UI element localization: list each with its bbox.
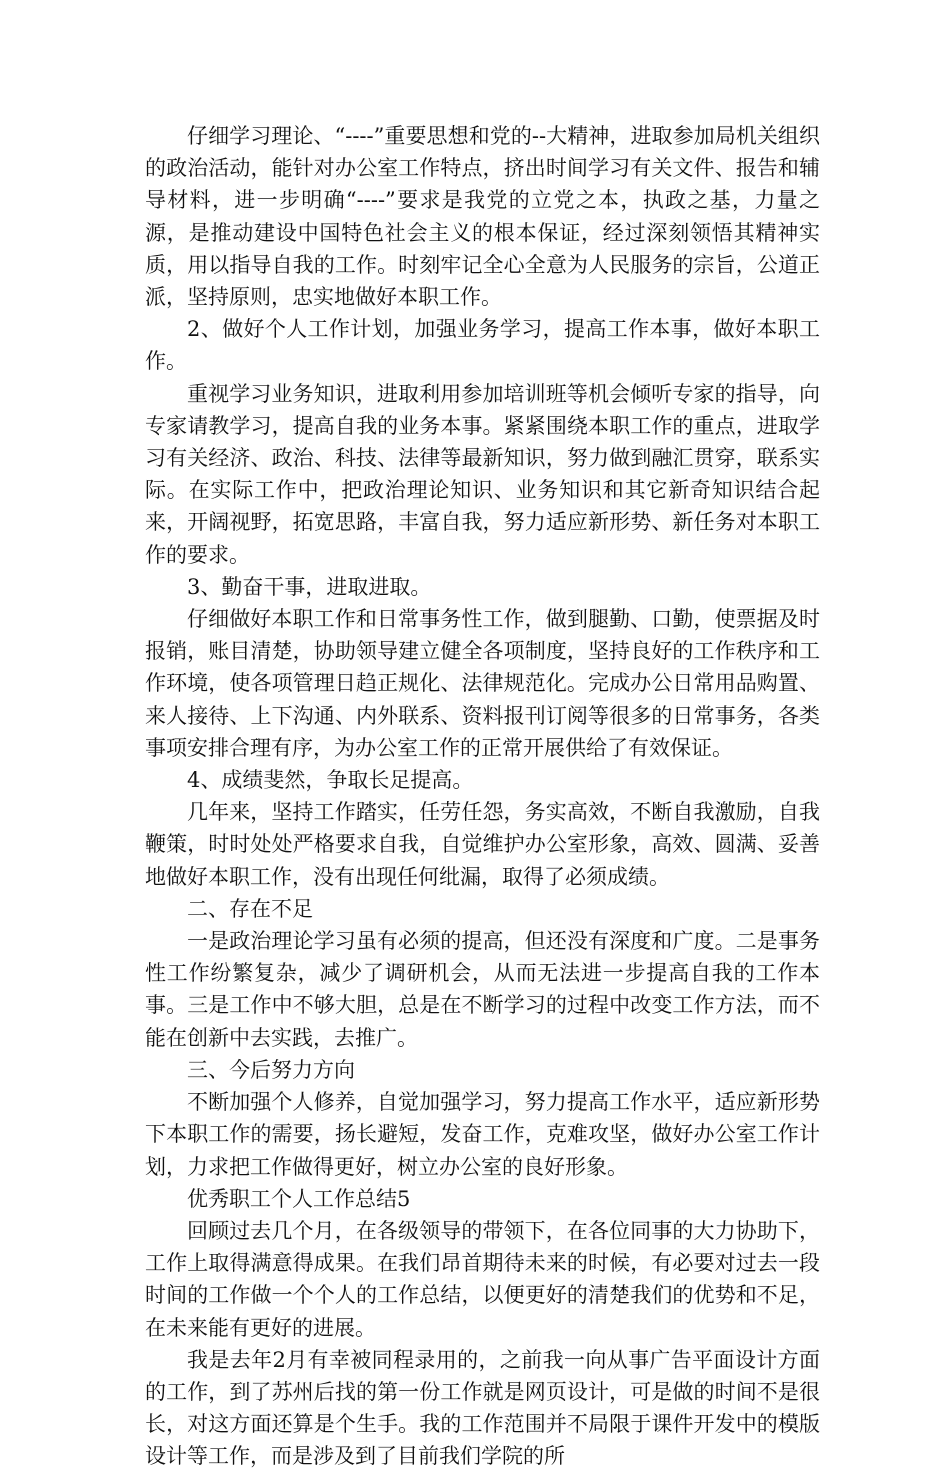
paragraph-achievements: 几年来，坚持工作踏实，任劳任怨，务实高效，不断自我激励，自我鞭策，时时处处严格要求自我，自觉维护办公室形象，高效、圆满、妥善地做好本职工作，没有出现任何纰漏，取得了必须成绩。: [145, 800, 820, 889]
paragraph-business-learning: 重视学习业务知识，进取利用参加培训班等机会倾听专家的指导，向专家请教学习，提高自我的业务本事。紧紧围绕本职工作的重点，进取学习有关经济、政治、科技、法律等最新知识，努力做到融汇贯穿，联系实际。在实际工作中，把政治理论知识、业务知识和其它新奇知识结合起来，开阔视野，拓宽思路，丰富自我，努力适应新形势、新任务对本职工作的要求。: [145, 381, 820, 567]
paragraph-shortcomings: 一是政治理论学习虽有必须的提高，但还没有深度和广度。二是事务性工作纷繁复杂，减少了调研机会，从而无法进一步提高自我的工作本事。三是工作中不够大胆，总是在不断学习的过程中改变工作方法，而不能在创新中去实践，去推广。: [145, 929, 820, 1050]
heading-future-direction: 三、今后努力方向: [187, 1057, 355, 1082]
heading-diligent-work: 3、勤奋干事，进取进取。: [187, 574, 432, 599]
heading-shortcomings: 二、存在不足: [187, 896, 313, 921]
section-title-summary-5: 优秀职工个人工作总结5: [187, 1186, 411, 1211]
paragraph-background: 我是去年2月有幸被同程录用的，之前我一向从事广告平面设计方面的工作，到了苏州后找的第一份工作就是网页设计，可是做的时间不是很长，对这方面还算是个生手。我的工作范围并不局限于课件开发中的模版设计等工作，而是涉及到了目前我们学院的所: [145, 1347, 820, 1469]
document-body: [145, 120, 820, 1473]
heading-achievements: 4、成绩斐然，争取长足提高。: [187, 768, 474, 793]
paragraph-daily-affairs: 仔细做好本职工作和日常事务性工作，做到腿勤、口勤，使票据及时报销，账目清楚，协助领导建立健全各项制度，坚持良好的工作秩序和工作环境，使各项管理日趋正规化、法律规范化。完成办公日常用品购置、来人接待、上下沟通、内外联系、资料报刊订阅等很多的日常事务，各类事项安排合理有序，为办公室工作的正常开展供给了有效保证。: [145, 607, 820, 760]
paragraph-future-direction: 不断加强个人修养，自觉加强学习，努力提高工作水平，适应新形势下本职工作的需要，扬长避短，发奋工作，克难攻坚，做好办公室工作计划，力求把工作做得更好，树立办公室的良好形象。: [145, 1090, 820, 1179]
paragraph-theory-study: 仔细学习理论、“----”重要思想和党的--大精神，进取参加局机关组织的政治活动，能针对办公室工作特点，挤出时间学习有关文件、报告和辅导材料，进一步明确“----”要求是我党的立党之本，执政之基，力量之源，是推动建设中国特色社会主义的根本保证，经过深刻领悟其精神实质，用以指导自我的工作。时刻牢记全心全意为人民服务的宗旨，公道正派，坚持原则，忠实地做好本职工作。: [145, 124, 820, 310]
paragraph-review: 回顾过去几个月，在各级领导的带领下，在各位同事的大力协助下，工作上取得满意得成果。在我们昂首期待未来的时候，有必要对过去一段时间的工作做一个个人的工作总结，以便更好的清楚我们的优势和不足，在未来能有更好的进展。: [145, 1218, 820, 1340]
heading-work-plan: 2、做好个人工作计划，加强业务学习，提高工作本事，做好本职工作。: [145, 317, 820, 374]
